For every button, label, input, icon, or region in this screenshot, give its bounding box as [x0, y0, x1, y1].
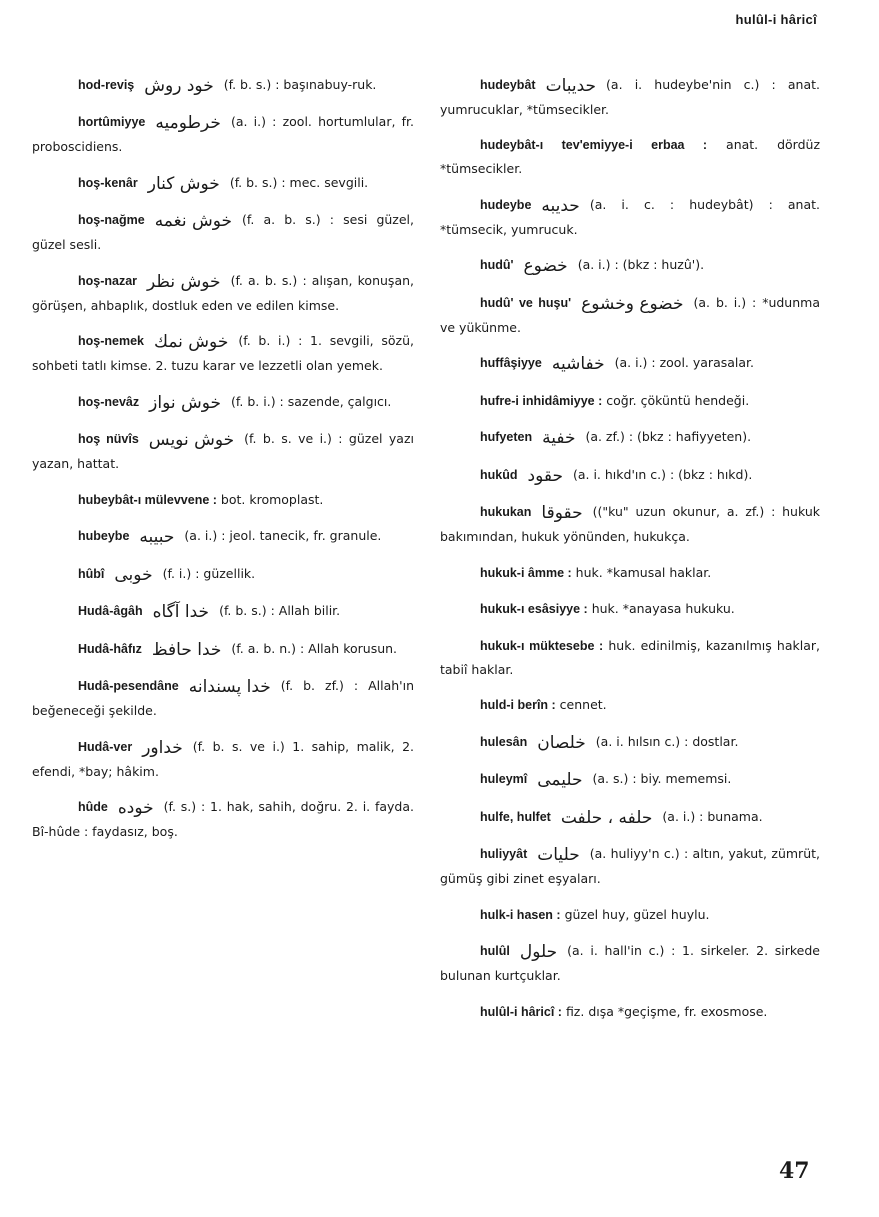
- dictionary-entry: [32, 329, 414, 377]
- entry-headword: hoş nüvîs: [78, 432, 139, 446]
- entry-arabic-script: حديبه: [541, 195, 580, 216]
- dictionary-entry: [440, 1000, 820, 1024]
- entry-headword: hoş-nağme: [78, 213, 145, 227]
- entry-headword: hulfe, hulfet: [480, 809, 551, 824]
- entry-definition: (a. s.) : biy. mememsi.: [592, 771, 732, 786]
- entry-arabic-script: خداور: [142, 737, 183, 758]
- page-number: 47: [779, 1158, 810, 1184]
- entry-definition: (a. i.) : zool. hortumlular, fr. proboscidiens.: [32, 114, 414, 154]
- dictionary-entry: [32, 599, 414, 624]
- entry-headword: hukuk-ı esâsiyye :: [480, 602, 588, 616]
- entry-definition: (f. a. b. s.) : alışan, konuşan, görüşen, ahbaplık, dostluk eden ve edilen kimse.: [32, 272, 414, 313]
- entry-definition: (f. b. s.) : Allah bilir.: [219, 603, 341, 618]
- dictionary-entry: [440, 73, 820, 121]
- entry-arabic-script: حديبات: [545, 75, 597, 96]
- entry-definition: (f. b. zf.) : Allah'ın beğeneceği şekilde.: [32, 678, 414, 718]
- dictionary-entry: [32, 674, 414, 722]
- entry-arabic-script: خوش نظر: [147, 271, 221, 292]
- entry-arabic-script: خوش نغمه: [154, 211, 233, 231]
- entry-definition: huk. edinilmiş, kazanılmış haklar, tabiî haklar.: [440, 637, 820, 677]
- entry-headword: hortûmiyye: [78, 115, 146, 129]
- entry-headword: hoş-nemek: [78, 334, 144, 348]
- entry-definition: (a. i. hall'in c.) : 1. sirkeler. 2. sirkede bulunan kurtçuklar.: [440, 943, 820, 983]
- entry-definition: (a. i. hılsın c.) : dostlar.: [595, 733, 739, 749]
- entry-headword: hubeybe: [78, 529, 130, 543]
- entry-definition: güzel huy, güzel huylu.: [564, 906, 710, 922]
- entry-definition: (a. i.) : (bkz : huzû').: [577, 257, 705, 272]
- entry-definition: (a. huliyy'n c.) : altın, yakut, zümrüt, gümüş gibi zinet eşyaları.: [440, 846, 820, 886]
- entry-arabic-script: خضوع: [523, 256, 568, 276]
- dictionary-entry: [440, 730, 820, 755]
- entry-headword: huffâşiyye: [480, 356, 542, 370]
- entry-headword: hoş-kenâr: [78, 175, 138, 190]
- dictionary-entry: [32, 795, 414, 843]
- dictionary-entry: [440, 903, 820, 927]
- dictionary-entry: [32, 562, 414, 587]
- entry-arabic-script: خوش نويس: [148, 430, 235, 450]
- entry-arabic-script: خرطوميه: [155, 113, 221, 133]
- entry-definition: fiz. dışa *geçişme, fr. exosmose.: [565, 1003, 768, 1019]
- entry-arabic-script: خلصان: [537, 732, 586, 753]
- entry-headword: huliyyât: [480, 847, 528, 861]
- entry-arabic-script: حقوقا: [541, 503, 583, 523]
- entry-arabic-script: حلفه ، حلفت: [560, 807, 653, 828]
- right-column: [440, 60, 820, 1035]
- dictionary-entry: [32, 390, 414, 415]
- entry-definition: (("ku" uzun okunur, a. zf.) : hukuk bakımından, hukuk yönünden, hukukça.: [440, 504, 820, 544]
- entry-headword: hudeybe: [480, 197, 532, 212]
- entry-arabic-script: حليات: [537, 845, 580, 865]
- entry-headword: hukukan: [480, 505, 532, 519]
- entry-headword: hulk-i hasen :: [480, 907, 561, 922]
- entry-definition: (f. a. b. n.) : Allah korusun.: [231, 640, 398, 656]
- dictionary-entry: [440, 842, 820, 890]
- entry-headword: hulûl-i hâricî :: [480, 1004, 562, 1019]
- entry-headword: hoş-nevâz: [78, 394, 140, 409]
- dictionary-entry: [440, 561, 820, 585]
- dictionary-entry: [32, 427, 414, 475]
- dictionary-entry: [32, 488, 414, 512]
- entry-arabic-script: خفية: [542, 428, 576, 448]
- dictionary-entry: [440, 693, 820, 717]
- entry-definition: (f. b. i.) : 1. sevgili, sözü, sohbeti tatlı kimse. 2. tuzu karar ve lezzetli olan yemek.: [32, 333, 414, 373]
- entry-arabic-script: خوده: [117, 798, 154, 818]
- entry-definition: huk. *anayasa hukuku.: [591, 601, 735, 616]
- entry-headword: hukûd: [480, 467, 518, 482]
- entry-arabic-script: حلول: [519, 942, 558, 962]
- entry-headword: hudû' ve huşu': [480, 295, 572, 310]
- dictionary-entry: [440, 939, 820, 987]
- entry-headword: hubeybât-ı mülevvene :: [78, 492, 217, 507]
- entry-headword: hudeybât: [480, 77, 536, 92]
- entry-headword: hufyeten: [480, 430, 533, 444]
- entry-headword: Hudâ-pesendâne: [78, 679, 179, 693]
- dictionary-entry: [32, 110, 414, 158]
- entry-definition: (f. b. i.) : sazende, çalgıcı.: [231, 393, 392, 409]
- dictionary-entry: [32, 208, 414, 256]
- dictionary-entry: [440, 253, 820, 278]
- entry-headword: hulesân: [480, 734, 528, 749]
- entry-definition: (a. zf.) : (bkz : hafiyyeten).: [585, 429, 752, 444]
- entry-arabic-script: خدا پسندانه: [188, 677, 271, 697]
- dictionary-entry: [32, 524, 414, 549]
- entry-headword: hûbî: [78, 566, 105, 581]
- entry-definition: (f. b. s. ve i.) : güzel yazı yazan, hattat.: [32, 431, 414, 471]
- dictionary-entry: [32, 171, 414, 196]
- entry-arabic-script: حقود: [527, 465, 563, 486]
- entry-definition: (f. b. s.) : başınabuy-ruk.: [223, 76, 377, 92]
- entry-arabic-script: خفاشيه: [551, 354, 605, 374]
- entry-definition: bot. kromoplast.: [220, 491, 324, 507]
- entry-arabic-script: خوش نواز: [149, 392, 222, 413]
- entry-arabic-script: خدا حافظ: [151, 639, 222, 660]
- entry-definition: (f. b. s.) : mec. sevgili.: [229, 174, 369, 190]
- entry-arabic-script: خوش كنار: [147, 173, 220, 194]
- dictionary-entry: [440, 291, 820, 339]
- dictionary-entry: [32, 637, 414, 662]
- entry-headword: hudû': [480, 258, 514, 272]
- dictionary-entry: [32, 735, 414, 783]
- dictionary-entry: [440, 463, 820, 488]
- entry-headword: hoş-nazar: [78, 273, 138, 288]
- entry-headword: hukuk-ı müktesebe :: [480, 638, 604, 653]
- entry-definition: (a. i.) : zool. yarasalar.: [614, 355, 754, 370]
- entry-definition: (a. b. i.) : *udunma ve yükünme.: [440, 294, 820, 335]
- entry-headword: Hudâ-âgâh: [78, 604, 143, 618]
- entry-definition: (a. i. hıkd'ın c.) : (bkz : hıkd).: [572, 466, 753, 482]
- entry-definition: huk. *kamusal haklar.: [575, 564, 712, 580]
- entry-headword: Hudâ-ver: [78, 739, 133, 754]
- entry-arabic-script: خوبى: [114, 564, 153, 585]
- entry-headword: hukuk-i âmme :: [480, 565, 572, 580]
- entry-arabic-script: خدا آگاه: [152, 602, 210, 622]
- entry-headword: hufre-i inhidâmiyye :: [480, 393, 603, 408]
- entry-definition: (a. i.) : bunama.: [662, 808, 763, 824]
- running-head: hulûl-i hâricî: [735, 12, 817, 27]
- dictionary-entry: [440, 193, 820, 241]
- entry-headword: huleymî: [480, 772, 528, 786]
- entry-definition: (f. b. s. ve i.) 1. sahip, malik, 2. efendi, *bay; hâkim.: [32, 738, 414, 779]
- dictionary-entry: [440, 767, 820, 792]
- entry-definition: (a. i. c. : hudeybât) : anat. *tümsecik, yumrucuk.: [440, 196, 820, 237]
- entry-arabic-script: خوش نمك: [154, 332, 229, 352]
- dictionary-entry: [440, 805, 820, 830]
- entry-arabic-script: حليمى: [537, 770, 583, 790]
- entry-definition: cennet.: [559, 697, 607, 712]
- entry-arabic-script: حبيبه: [139, 527, 175, 547]
- dictionary-entry: [440, 389, 820, 413]
- dictionary-entry: [32, 269, 414, 317]
- dictionary-entry: [440, 500, 820, 548]
- entry-definition: (a. i. hudeybe'nin c.) : anat. yumrucuklar, *tümsecikler.: [440, 76, 820, 117]
- entry-headword: hod-reviş: [78, 77, 135, 92]
- dictionary-entry: [440, 351, 820, 376]
- entry-definition: anat. dördüz *tümsecikler.: [440, 137, 821, 176]
- entry-definition: (a. i.) : jeol. tanecik, fr. granule.: [184, 528, 382, 543]
- dictionary-entry: [440, 425, 820, 450]
- entry-definition: (f. a. b. s.) : sesi güzel, güzel sesli.: [32, 212, 414, 252]
- left-column: [32, 60, 414, 854]
- entry-headword: huld-i berîn :: [480, 698, 556, 712]
- entry-headword: hudeybât-ı tev'emiyye-i erbaa :: [480, 138, 708, 152]
- entry-headword: hulûl: [480, 944, 510, 958]
- entry-arabic-script: خود روش: [144, 75, 214, 96]
- entry-definition: (f. i.) : güzellik.: [162, 565, 256, 581]
- dictionary-entry: [440, 133, 820, 180]
- dictionary-entry: [440, 597, 820, 621]
- entry-headword: hûde: [78, 800, 108, 814]
- dictionary-entry: [32, 73, 414, 98]
- entry-arabic-script: خضوع وخشوع: [581, 293, 684, 314]
- entry-definition: (f. s.) : 1. hak, sahih, doğru. 2. i. fayda. Bî-hûde : faydasız, boş.: [32, 799, 414, 839]
- entry-definition: coğr. çöküntü hendeği.: [606, 392, 750, 408]
- entry-headword: Hudâ-hâfız: [78, 641, 142, 656]
- dictionary-entry: [440, 634, 820, 681]
